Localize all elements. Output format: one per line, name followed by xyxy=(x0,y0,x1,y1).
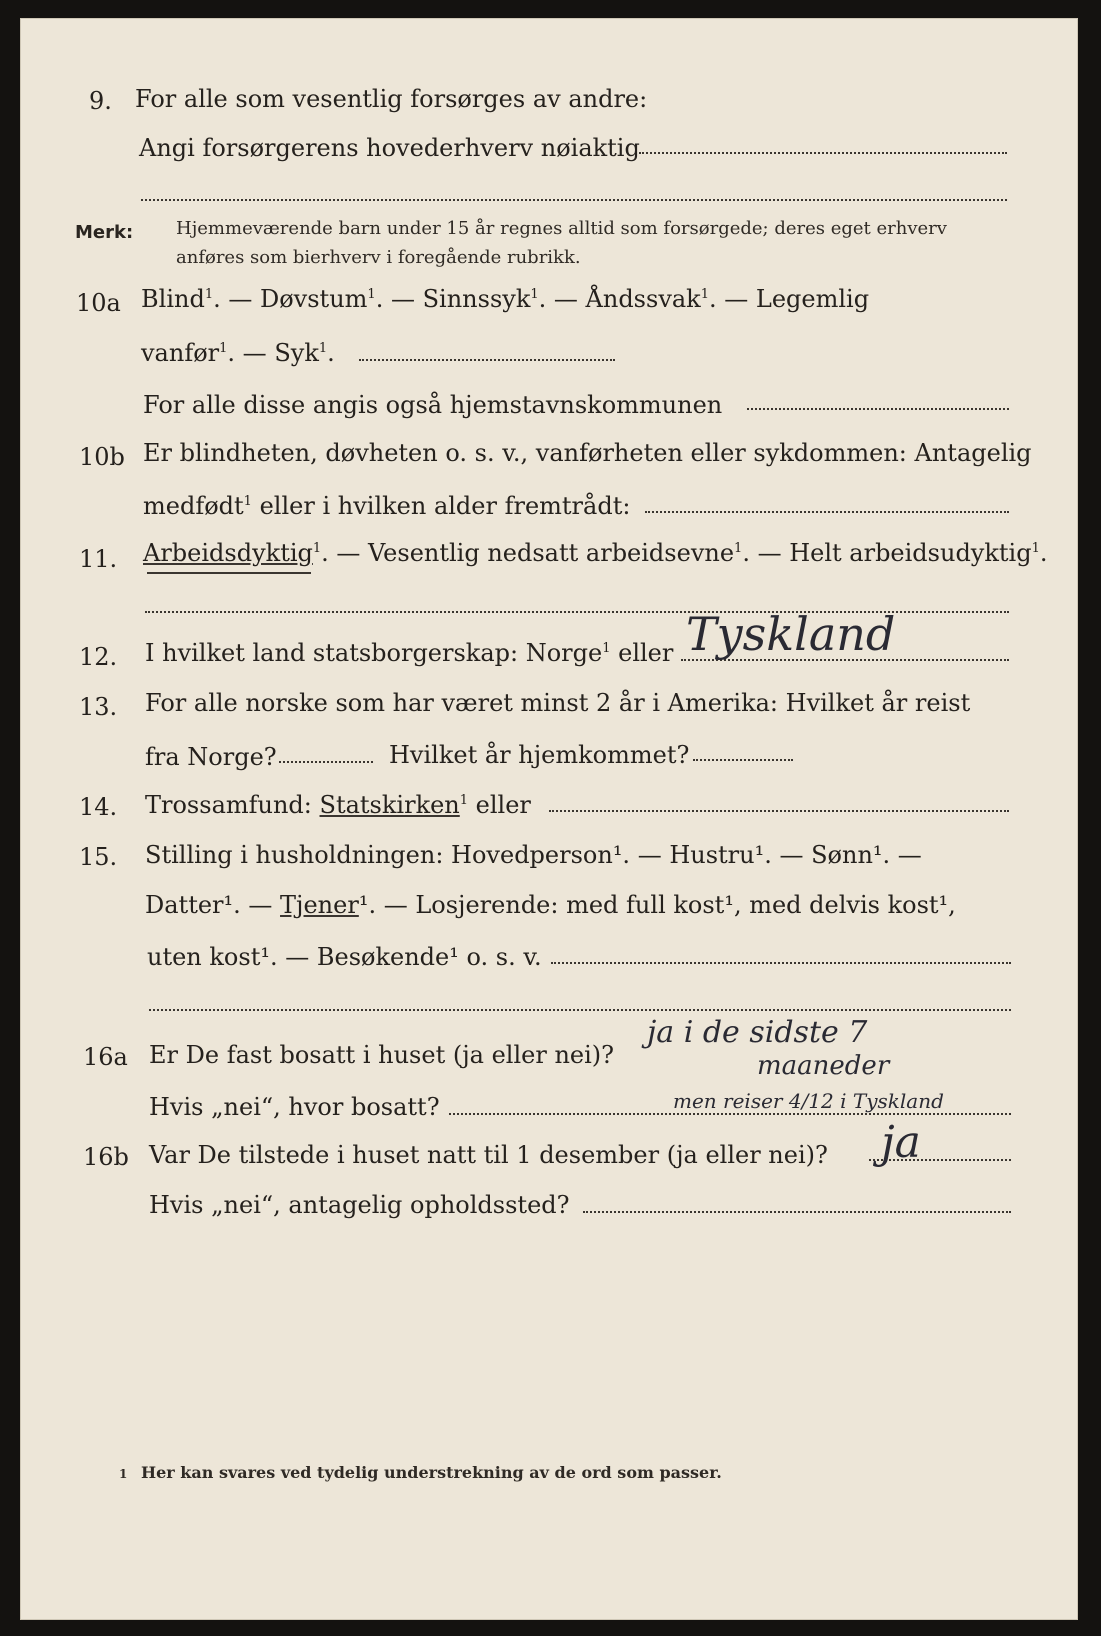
q12-line1: I hvilket land statsborgerskap: Norge$^1$ eller xyxy=(145,639,674,667)
q16a-number: 16a xyxy=(83,1043,128,1071)
merk-line2: anføres som bierhverv i foregående rubrikk. xyxy=(176,247,581,268)
q13-number: 13. xyxy=(79,693,118,721)
q10a-option-andssvak[interactable]: Åndssvak xyxy=(585,285,701,313)
q9-answer-line[interactable] xyxy=(639,152,1007,154)
q9-line2: Angi forsørgerens hovederhverv nøiaktig xyxy=(139,134,640,162)
q15-answer-line-2[interactable] xyxy=(149,1009,1011,1011)
q10a-option-vanfor[interactable]: vanfør xyxy=(141,339,220,367)
q10a-line3: For alle disse angis også hjemstavnskommunen xyxy=(143,391,723,419)
q10a-option-sinnssyk[interactable]: Sinnssyk xyxy=(422,285,531,313)
q15-line3: uten kost¹. — Besøkende¹ o. s. v. xyxy=(147,943,542,971)
q16a-answer-line[interactable] xyxy=(449,1113,1011,1115)
q10a-number: 10a xyxy=(76,289,121,317)
q11-line1: Arbeidsdyktig$^1$. — Vesentlig nedsatt arbeidsevne$^1$. — Helt arbeidsudyktig$^1$. xyxy=(143,539,1048,567)
q14-line1: Trossamfund: Statskirken$^1$ eller xyxy=(145,791,531,819)
q13-hjemkommet-line[interactable] xyxy=(693,759,793,761)
q15-line1: Stilling i husholdningen: Hovedperson¹. — Hustru¹. — Sønn¹. — xyxy=(145,841,922,869)
q11-number: 11. xyxy=(79,545,118,573)
q16b-number: 16b xyxy=(83,1143,129,1171)
q15-option-tjener[interactable]: Tjener xyxy=(280,891,359,919)
census-form-page xyxy=(20,18,1078,1620)
q9-answer-line-2[interactable] xyxy=(141,199,1007,201)
q13-line1: For alle norske som har været minst 2 år i Amerika: Hvilket år reist xyxy=(145,689,971,717)
q12-handwritten-answer[interactable]: Tyskland xyxy=(686,607,896,661)
q9-number: 9. xyxy=(89,87,112,115)
q13-line2b: Hvilket år hjemkommet? xyxy=(389,741,690,769)
q14-answer-line[interactable] xyxy=(549,810,1009,812)
q12-number: 12. xyxy=(79,643,118,671)
q15-number: 15. xyxy=(79,843,118,871)
footnote-mark: 1 xyxy=(119,1467,128,1481)
q15-line2: Datter¹. — Tjener¹. — Losjerende: med full kost¹, med delvis kost¹, xyxy=(145,891,956,919)
q9-line1: For alle som vesentlig forsørges av andre: xyxy=(135,85,648,113)
q10a-option-syk[interactable]: Syk xyxy=(274,339,319,367)
q16b-handwritten-answer[interactable]: ja xyxy=(881,1117,921,1168)
q11-option-nedsatt[interactable]: . — Vesentlig nedsatt arbeidsevne xyxy=(321,539,735,567)
q14-option-statskirken[interactable]: Statskirken xyxy=(319,791,460,819)
q10a-option-dovstum[interactable]: Døvstum xyxy=(259,285,368,313)
q10a-hjemstavn-line[interactable] xyxy=(747,408,1009,410)
merk-label: Merk: xyxy=(75,222,134,243)
q10a-answer-line[interactable] xyxy=(359,359,615,361)
q13-line2a: fra Norge? xyxy=(145,743,277,771)
q15-answer-line[interactable] xyxy=(551,962,1011,964)
q10b-line1: Er blindheten, døvheten o. s. v., vanførheten eller sykdommen: Antagelig xyxy=(143,439,1032,467)
q10a-line1: Blind$^1$. — Døvstum$^1$. — Sinnssyk$^1$. — Åndssvak$^1$. — Legemlig xyxy=(141,285,870,313)
q10b-option-medfodt[interactable]: medfødt xyxy=(143,492,244,520)
q16a-line2: Hvis „nei“, hvor bosatt? xyxy=(149,1093,440,1121)
q16b-line1: Var De tilstede i huset natt til 1 desember (ja eller nei)? xyxy=(149,1141,828,1169)
q16a-handwritten-answer-2[interactable]: maaneder xyxy=(757,1051,890,1081)
q11-option-udyktig[interactable]: . — Helt arbeidsudyktig xyxy=(742,539,1032,567)
q13-reist-line[interactable] xyxy=(279,761,373,763)
q10b-line2: medfødt$^1$ eller i hvilken alder fremtrådt: xyxy=(143,492,631,520)
q16b-line2: Hvis „nei“, antagelig opholdssted? xyxy=(149,1191,570,1219)
footnote-text: Her kan svares ved tydelig understrekning av de ord som passer. xyxy=(141,1463,722,1482)
q14-number: 14. xyxy=(79,793,118,821)
q16b-opholdssted-line[interactable] xyxy=(583,1211,1011,1213)
q10a-line2: vanfør$^1$. — Syk$^1$. xyxy=(141,339,335,367)
q16a-handwritten-answer-3[interactable]: men reiser 4/12 i Tyskland xyxy=(673,1089,944,1113)
q16a-handwritten-answer-1[interactable]: ja i de sidste 7 xyxy=(647,1015,868,1050)
q10b-number: 10b xyxy=(79,443,125,471)
underline-mark xyxy=(147,572,311,574)
q11-option-arbeidsdyktig[interactable]: Arbeidsdyktig xyxy=(143,539,313,567)
q10a-option-blind[interactable]: Blind xyxy=(141,285,205,313)
q10a-option-legemlig[interactable]: Legemlig xyxy=(755,285,870,313)
q10b-answer-line[interactable] xyxy=(645,511,1009,513)
q16a-line1: Er De fast bosatt i huset (ja eller nei)? xyxy=(149,1041,615,1069)
merk-line1: Hjemmeværende barn under 15 år regnes alltid som forsørgede; deres eget erhverv xyxy=(176,218,947,239)
